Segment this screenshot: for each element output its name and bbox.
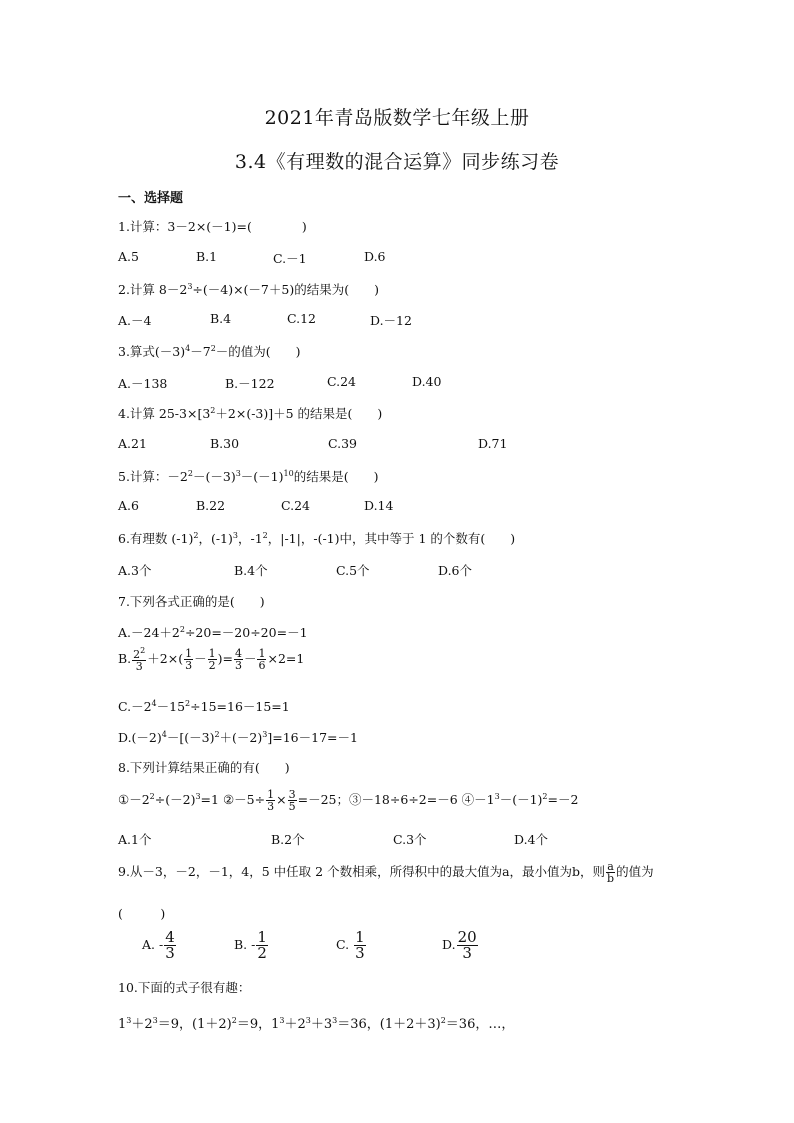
q7-option-c [118,697,290,715]
q1-option-b: B.1 [196,249,218,264]
q7d-text-2: －[(－3) [166,730,215,745]
q8-s1-text-1: ①－2 [118,792,150,807]
q5-option-d: D.14 [364,498,394,513]
q9-text-2: 的值为 [616,864,654,879]
q9-c-den: 3 [355,944,365,962]
q7b-frac-1-exponent: 2 [140,646,146,655]
q7b-frac-3 [208,648,217,671]
q5-exponent-2: 3 [235,469,241,478]
q8-statements [118,789,578,812]
q5-option-a: A.6 [118,498,139,513]
q1-option-a: A.5 [118,249,139,264]
q8-s4-exponent-2: 2 [542,792,548,801]
q3-option-a: A.－138 [118,376,168,391]
q10-f-3: 3 [152,1016,158,1025]
q7d-text-3: ＋(－2) [219,730,263,745]
q10-f-5: 2 [231,1016,237,1025]
q8-s2-frac-2-den: 5 [288,800,296,813]
q7a-text-2: ÷20=－20÷20=－1 [184,625,308,640]
page-subtitle: 3.4《有理数的混合运算》同步练习卷 [234,151,560,173]
q4-option-c: C.39 [328,436,357,451]
question-10: 10.下面的式子很有趣： [118,980,251,995]
q5-exponent-3: 10 [283,469,294,478]
q3-text-1: 3.算式(－3) [118,344,186,359]
q5-text-4: 的结果是( ) [293,469,379,484]
q8-s2-text-2: × [276,792,287,807]
q7c-exponent-2: 2 [185,699,191,708]
q8-s2-frac-1-num: 1 [267,788,275,801]
q3-option-d: D.40 [412,374,442,389]
q4-exponent: 2 [210,406,216,415]
q10-formula [118,1013,514,1032]
q2-option-b: B.4 [210,311,232,326]
q7d-exponent-3: 3 [262,730,268,739]
q9-blank: ( ) [118,906,166,921]
q7b-text-1: ＋2×( [147,651,184,666]
question-4 [118,404,382,422]
q9-option-a [142,930,177,961]
q8-s1-exponent-1: 2 [149,792,155,801]
question-8: 8.下列计算结果正确的有( ) [118,760,290,775]
q8-s4-exponent-1: 3 [494,792,500,801]
q9-text-1: 9.从－3，－2，－1，4，5 中任取 2 个数相乘，所得积中的最大值为a，最小值为b，则 [118,864,606,879]
q7b-text-2: － [194,651,207,666]
section-heading: 一、选择题 [118,191,184,206]
q9-frac [606,861,615,884]
q8-s2-frac-1-den: 3 [267,800,275,813]
q6-text-2: ，(-1) [198,531,233,546]
q10-f-6: ＝9，1 [236,1017,280,1032]
q9-a-num: 4 [165,928,175,946]
q10-f-12: ＝36，(1＋2＋3) [337,1017,441,1032]
q1-option-c: C.－1 [273,251,307,266]
q7b-frac-2-num: 1 [185,647,193,660]
q8-s2-frac-2-num: 3 [288,788,296,801]
q7b-frac-3-den: 2 [208,659,216,672]
q4-text-1: 4.计算 25-3×[3 [118,406,211,421]
q7b-frac-5-den: 6 [258,659,266,672]
q9-d-num: 20 [457,928,477,946]
q6-option-c: C.5个 [336,563,370,578]
q7d-text-1: D.(－2) [118,730,162,745]
q6-text-3: ，-1 [237,531,263,546]
q7b-frac-1-den: 3 [135,660,143,673]
q7d-exponent-1: 4 [161,730,167,739]
q7b-frac-5-num: 1 [258,647,266,660]
q7b-frac-3-num: 1 [208,647,216,660]
q10-f-0: 1 [118,1017,127,1032]
q10-f-2: ＋2 [131,1017,153,1032]
q8-s4-text-3: =－2 [547,792,579,807]
q4-option-d: D.71 [478,436,508,451]
q9-b-num: 1 [257,928,267,946]
question-6 [118,529,515,547]
q7b-text-5: ×2=1 [267,651,305,666]
q6-option-b: B.4个 [234,563,268,578]
q9-c-frac [354,930,366,961]
q7a-exponent: 2 [179,625,185,634]
q7c-text-1: C.－2 [118,699,152,714]
q9-option-d [442,930,479,961]
q9-c-num: 1 [355,928,365,946]
q7b-frac-4 [234,648,243,671]
q6-text-1: 6.有理数 (-1) [118,531,194,546]
q3-option-b: B.－122 [225,376,275,391]
q7c-text-3: ÷15=16－15=1 [190,699,290,714]
q10-f-4: ＝9，(1＋2) [157,1017,232,1032]
q5-option-b: B.22 [196,498,226,513]
q8-s1-text-3: =1 [200,792,219,807]
q3-exponent-2: 2 [210,344,216,353]
page-title: 2021年青岛版数学七年级上册 [264,107,530,129]
q8-option-b: B.2个 [271,832,305,847]
q10-f-7: 3 [279,1016,285,1025]
q2-option-d: D.－12 [370,313,412,328]
q2-option-c: C.12 [287,311,316,326]
q8-s1-exponent-2: 3 [195,792,201,801]
q7a-text-1: A.－24＋2 [118,625,180,640]
q7b-frac-5 [257,648,266,671]
question-5 [118,467,378,485]
q9-option-b [234,930,269,961]
q5-exponent-1: 2 [187,469,193,478]
q7b-label: B. [118,651,132,666]
q10-f-13: 2 [440,1016,446,1025]
q4-option-a: A.21 [118,436,147,451]
q9-a-den: 3 [165,944,175,962]
q1-option-d: D.6 [364,249,386,264]
q10-f-10: ＋3 [310,1017,333,1032]
q9-option-c [336,930,367,961]
q9-c-label: C. [336,937,354,952]
q9-b-den: 2 [257,944,267,962]
q8-s2-frac-1 [266,789,275,812]
q6-exponent-3: 2 [262,531,268,540]
q9-d-frac [457,930,478,961]
q10-f-8: ＋2 [284,1017,306,1032]
q9-frac-num: a [607,860,614,873]
question-7: 7.下列各式正确的是( ) [118,594,265,609]
q2-exponent: 3 [187,282,193,291]
q7b-frac-4-num: 4 [234,647,242,660]
q8-s2-frac-2 [288,789,297,812]
q7-option-d [118,728,358,746]
q8-s4-text-1: ④－1 [461,792,495,807]
question-3 [118,342,301,360]
q6-option-d: D.6个 [438,563,473,578]
question-9 [118,861,654,884]
q4-option-b: B.30 [210,436,240,451]
q9-b-frac [256,930,268,961]
q10-f-1: 3 [126,1016,132,1025]
q7c-text-2: －15 [156,699,186,714]
q8-s4-text-2: －(－1) [499,792,543,807]
q2-text-2: ÷(－4)×(－7＋5)的结果为( ) [192,282,379,297]
q9-frac-den: b [607,872,615,885]
question-2 [118,280,379,298]
q3-exponent-1: 4 [185,344,191,353]
q6-exponent-2: 3 [232,531,238,540]
q7-option-a [118,623,308,641]
q7b-frac-1 [132,647,146,672]
q7-option-b [118,647,304,672]
q9-d-den: 3 [462,944,472,962]
q5-text-3: －(－1) [240,469,284,484]
q5-text-2: －(－3) [192,469,236,484]
question-1: 1.计算：3－2×(－1)=( ) [118,219,307,234]
q8-option-a: A.1个 [118,832,152,847]
q7b-text-4: － [243,651,257,666]
q8-s2-text-1: ②－5÷ [222,792,266,807]
q7c-exponent-1: 4 [151,699,157,708]
q6-exponent-1: 2 [193,531,199,540]
q2-option-a: A.－4 [118,313,152,328]
q6-option-a: A.3个 [118,563,152,578]
q3-option-c: C.24 [327,374,356,389]
q10-f-9: 3 [305,1016,311,1025]
q8-option-d: D.4个 [514,832,549,847]
q8-option-c: C.3个 [393,832,427,847]
q10-f-11: 3 [332,1016,338,1025]
q2-text-1: 2.计算 8－2 [118,282,188,297]
q7d-exponent-2: 2 [214,730,220,739]
q7b-frac-2-den: 3 [185,659,193,672]
q7b-frac-1-num: 2 [133,648,141,661]
q7b-frac-4-den: 3 [234,659,242,672]
q9-a-label: A. - [142,937,164,952]
q10-f-14: ＝36，…， [445,1017,515,1032]
q5-text-1: 5.计算：－2 [118,469,188,484]
q5-option-c: C.24 [281,498,310,513]
q3-text-3: －的值为( ) [215,344,301,359]
q9-b-label: B. - [234,937,256,952]
q6-text-4: ，|-1|，-(-1)中，其中等于 1 的个数有( ) [267,531,516,546]
q7b-text-3: )= [217,651,233,666]
q3-text-2: －7 [190,344,211,359]
q8-s2-text-3: =－25； [297,792,349,807]
q4-text-2: ＋2×(-3)]＋5 的结果是( ) [215,406,383,421]
q7d-text-4: ]=16－17=－1 [267,730,358,745]
q9-d-label: D. [442,937,456,952]
q8-s1-text-2: ÷(－2) [154,792,196,807]
q9-a-frac [164,930,176,961]
q7b-frac-2 [184,648,193,671]
q8-s3-text: ③－18÷6÷2=－6 [348,792,458,807]
